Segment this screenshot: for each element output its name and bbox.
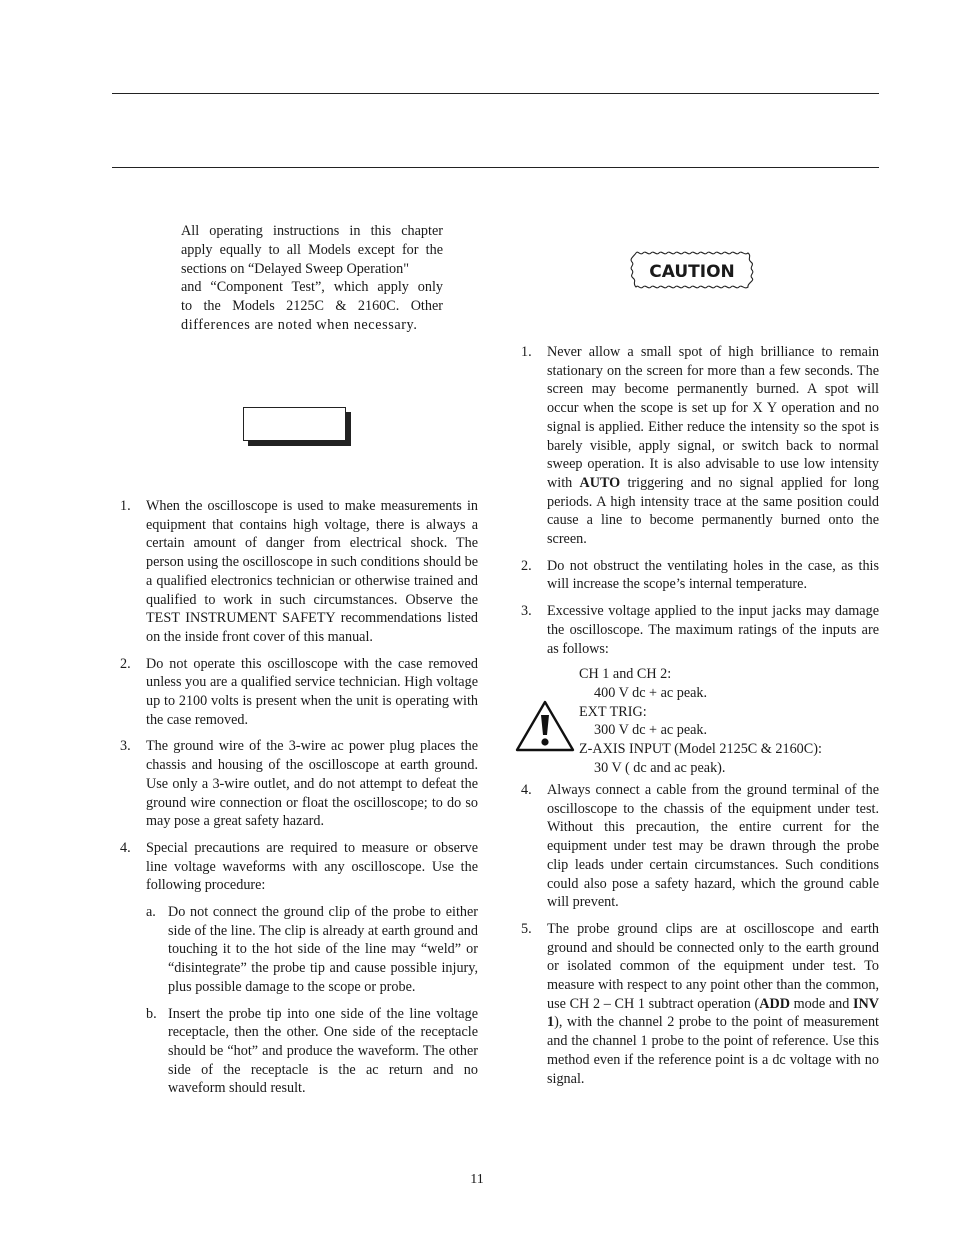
- sub-item-text: Insert the probe tip into one side of the line voltage receptacle, then the other. One side of the receptacle should be “hot” and produce the waveform. The other side of the receptacle is the ac return and no waveform should result.: [168, 1005, 478, 1097]
- text-run: mode and: [789, 995, 853, 1012]
- item-number: 3.: [521, 603, 532, 620]
- list-item: [120, 839, 478, 1098]
- intro-line: sections on “Delayed Sweep Operation": [181, 260, 409, 277]
- item-text: The ground wire of the 3-wire ac power plug places the chassis and housing of the oscilloscope at earth ground. Use only a 3-wire outlet, and do not attempt to defeat the ground wire connection or float the oscilloscope; to do so may pose a great safety hazard.: [146, 738, 478, 830]
- rating-value: 300 V dc + ac peak.: [594, 722, 708, 739]
- item-text: [547, 920, 879, 1088]
- item-text: Do not operate this oscilloscope with the case removed unless you are a qualified service technician. High voltage up to 2100 volts is present when the unit is operating with the case removed.: [146, 655, 478, 728]
- intro-line: and “Component Test”, which apply only: [181, 279, 443, 296]
- item-number: 2.: [521, 557, 532, 574]
- item-text: Excessive voltage applied to the input jacks may damage the oscilloscope. The maximum ratings of the inputs are as follows:: [547, 603, 879, 657]
- item-number: 5.: [521, 920, 532, 937]
- item-number: 2.: [120, 655, 131, 672]
- item-text: Always connect a cable from the ground terminal of the oscilloscope to the chassis of the equipment under test. Without this precaution, the entire current for the equipment under test may be drawn through the probe clip leads under certain circumstances. Such conditions could also pose a safety hazard, which the ground cable will prevent.: [547, 782, 879, 911]
- sub-item: [146, 903, 478, 997]
- sub-item-letter: a.: [146, 904, 156, 921]
- item-number: 1.: [521, 344, 532, 360]
- intro-line: to the Models 2125C & 2160C. Other: [181, 298, 443, 315]
- intro-line: differences are noted when necessary.: [181, 316, 418, 333]
- top-rule: [112, 93, 879, 94]
- bold-term: AUTO: [579, 474, 621, 491]
- item-text: [547, 343, 879, 549]
- bold-term: ADD: [759, 995, 790, 1012]
- intro-line: apply equally to all Models except for the: [181, 241, 443, 258]
- left-column: [120, 497, 478, 1106]
- item-number: 4.: [120, 839, 131, 856]
- header-rule: [112, 167, 879, 168]
- item-text: Do not obstruct the ventilating holes in the case, as this will increase the scope’s internal temperature.: [547, 557, 879, 593]
- item-text: When the oscilloscope is used to make measurements in equipment that contains high voltage, there is always a certain amount of danger from electrical shock. The person using the oscilloscope in such conditions should be a qualified electronics technician or otherwise trained and qualified to work in such circumstances. Observe the TEST INSTRUMENT SAFETY recommendations listed on the inside front cover of this manual.: [146, 498, 478, 645]
- sub-item: [146, 1005, 478, 1099]
- sub-item-letter: b.: [146, 1005, 157, 1022]
- list-item: [120, 655, 478, 730]
- rating-label: EXT TRIG:: [579, 703, 647, 720]
- list-item: [521, 557, 879, 594]
- warning-triangle-icon: [514, 699, 576, 753]
- note-box: [243, 407, 346, 441]
- text-run: The probe ground clips are at oscilloscope and earth ground and should be connected only to the earth ground or isolated common of the equipment under test. To measure with respect to any point other than the common, use CH 2 – CH 1 subtract operation (: [547, 920, 879, 1012]
- intro-line: All operating instructions in this chapter: [181, 223, 443, 239]
- list-item: [521, 781, 879, 912]
- rating-label: Z-AXIS INPUT (Model 2125C & 2160C):: [579, 741, 822, 758]
- rating-value: 400 V dc + ac peak.: [594, 684, 708, 701]
- list-item: [120, 737, 478, 831]
- item-number: 3.: [120, 738, 131, 755]
- page-number: 11: [470, 1172, 484, 1187]
- list-item: [521, 920, 879, 1088]
- rating-value: 30 V ( dc and ac peak).: [594, 759, 726, 776]
- bold-term: INV 1: [547, 995, 879, 1031]
- item-number: 1.: [120, 498, 131, 514]
- intro-paragraph: [181, 222, 443, 335]
- list-item: [521, 343, 879, 549]
- item-number: 4.: [521, 782, 532, 798]
- list-item: [521, 602, 879, 658]
- right-column-lower: [521, 781, 879, 1096]
- right-column: [521, 343, 879, 666]
- input-ratings: [579, 665, 822, 778]
- text-run: ), with the channel 2 probe to the point of measurement and the channel 1 probe to the point of reference. Use this method even if the reference point is a dc voltage with no signal.: [547, 1014, 879, 1087]
- text-run: triggering and no signal applied for long periods. A high intensity trace at the same position could cause a line to become permanently burned onto the screen.: [547, 474, 879, 548]
- sub-item-text: Do not connect the ground clip of the probe to either side of the line. The clip is already at earth ground and touching it to the hot side of the line may “weld” or “disintegrate” the probe tip and cause possible injury, plus possible damage to the scope or probe.: [168, 904, 478, 995]
- caution-seal: [628, 250, 756, 290]
- list-item: [120, 497, 478, 647]
- text-run: Never allow a small spot of high brilliance to remain stationary on the screen for more than a few seconds. The screen may become permanently burned. A spot will occur when the scope is set up for X Y operation and no signal is applied. Either reduce the intensity so the spot is barely visible, apply signal, or switch back to normal sweep operation. It is also advisable to use low intensity with: [547, 344, 879, 491]
- item-text: Special precautions are required to measure or observe line voltage waveforms with any oscilloscope. Use the following procedure:: [146, 839, 478, 894]
- rating-label: CH 1 and CH 2:: [579, 666, 672, 682]
- caution-label: CAUTION: [649, 262, 735, 282]
